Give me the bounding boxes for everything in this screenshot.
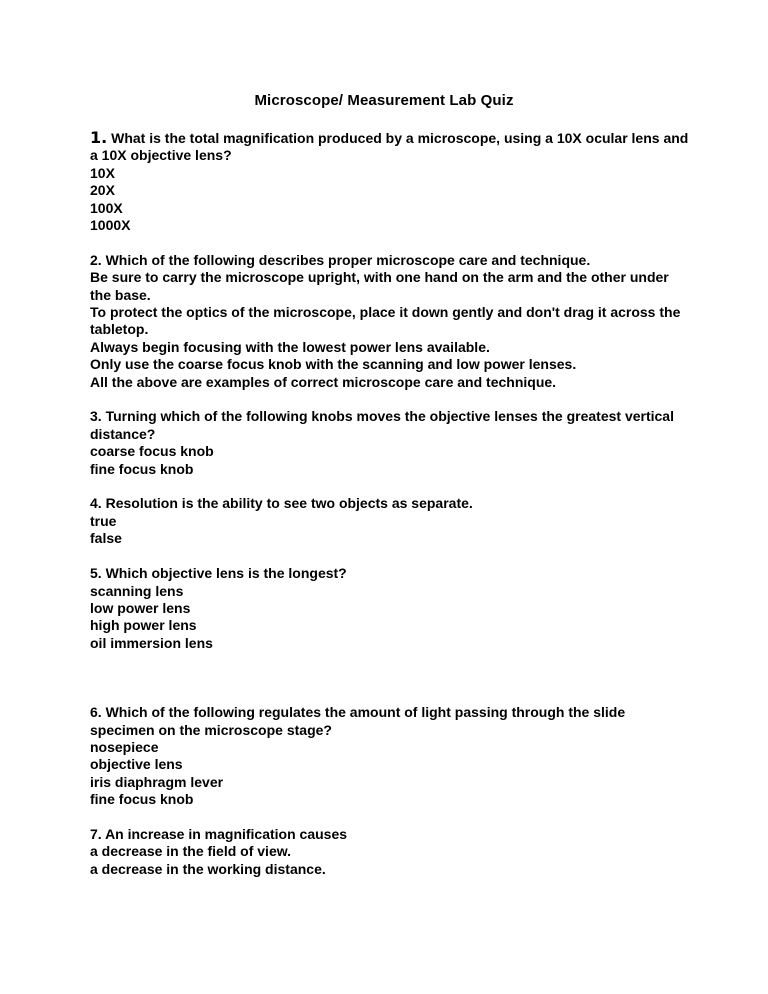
question-number: 5.	[90, 565, 102, 582]
question-prompt: Resolution is the ability to see two objects as separate.	[105, 495, 473, 512]
question-text	[90, 565, 690, 582]
answer-option: Only use the coarse focus knob with the scanning and low power lenses.	[90, 356, 577, 373]
question-number: 4.	[90, 495, 102, 512]
question-5	[90, 565, 690, 652]
question-text	[90, 704, 690, 739]
question-7	[90, 826, 690, 878]
answer-option: oil immersion lens	[90, 634, 213, 651]
question-number: 6.	[90, 704, 102, 721]
answer-option: scanning lens	[90, 582, 184, 599]
question-text	[90, 495, 690, 512]
answer-option: coarse focus knob	[90, 443, 214, 460]
question-prompt: Which of the following regulates the amount of light passing through the slide specimen on the microscope stage?	[90, 704, 626, 738]
answer-option: iris diaphragm lever	[90, 773, 224, 790]
question-6	[90, 704, 690, 808]
question-prompt: Which of the following describes proper microscope care and technique.	[105, 251, 591, 268]
answer-option: fine focus knob	[90, 791, 194, 808]
question-text	[90, 826, 690, 843]
question-2	[90, 252, 690, 391]
answer-option: 100X	[90, 199, 123, 216]
answer-option: high power lens	[90, 617, 197, 634]
quiz-body	[90, 129, 690, 878]
answer-option: Always begin focusing with the lowest power lens available.	[90, 338, 490, 355]
document-title: Microscope/ Measurement Lab Quiz	[254, 92, 514, 109]
answer-option: nosepiece	[90, 738, 159, 755]
question-text	[90, 252, 690, 269]
answer-option: 10X	[90, 164, 115, 181]
question-number: 3.	[90, 408, 102, 425]
question-4	[90, 495, 690, 547]
question-prompt: Which objective lens is the longest?	[105, 565, 347, 582]
answer-option: 1000X	[90, 217, 131, 234]
question-number: 7.	[90, 825, 102, 842]
question-text	[90, 408, 690, 443]
question-number: 1.	[90, 128, 108, 147]
answer-option: a decrease in the field of view.	[90, 843, 291, 860]
answer-option: low power lens	[90, 599, 191, 616]
answer-option: To protect the optics of the microscope, place it down gently and don't drag it across the tabletop.	[90, 304, 681, 338]
answer-option: fine focus knob	[90, 460, 194, 477]
question-1	[90, 129, 690, 234]
question-prompt: Turning which of the following knobs moves the objective lenses the greatest vertical distance?	[90, 408, 674, 442]
answer-option: a decrease in the working distance.	[90, 860, 326, 877]
answer-option: All the above are examples of correct microscope care and technique.	[90, 373, 557, 390]
answer-option: false	[90, 530, 122, 547]
question-text	[90, 129, 690, 165]
question-prompt: What is the total magnification produced by a microscope, using a 10X ocular lens and a 10X objective lens?	[90, 130, 689, 164]
answer-option: Be sure to carry the microscope upright, with one hand on the arm and the other under the base.	[90, 269, 669, 303]
question-prompt: An increase in magnification causes	[105, 825, 348, 842]
question-number: 2.	[90, 251, 102, 268]
answer-option: objective lens	[90, 756, 183, 773]
answer-option: 20X	[90, 182, 115, 199]
question-3	[90, 408, 690, 478]
answer-option: true	[90, 512, 117, 529]
